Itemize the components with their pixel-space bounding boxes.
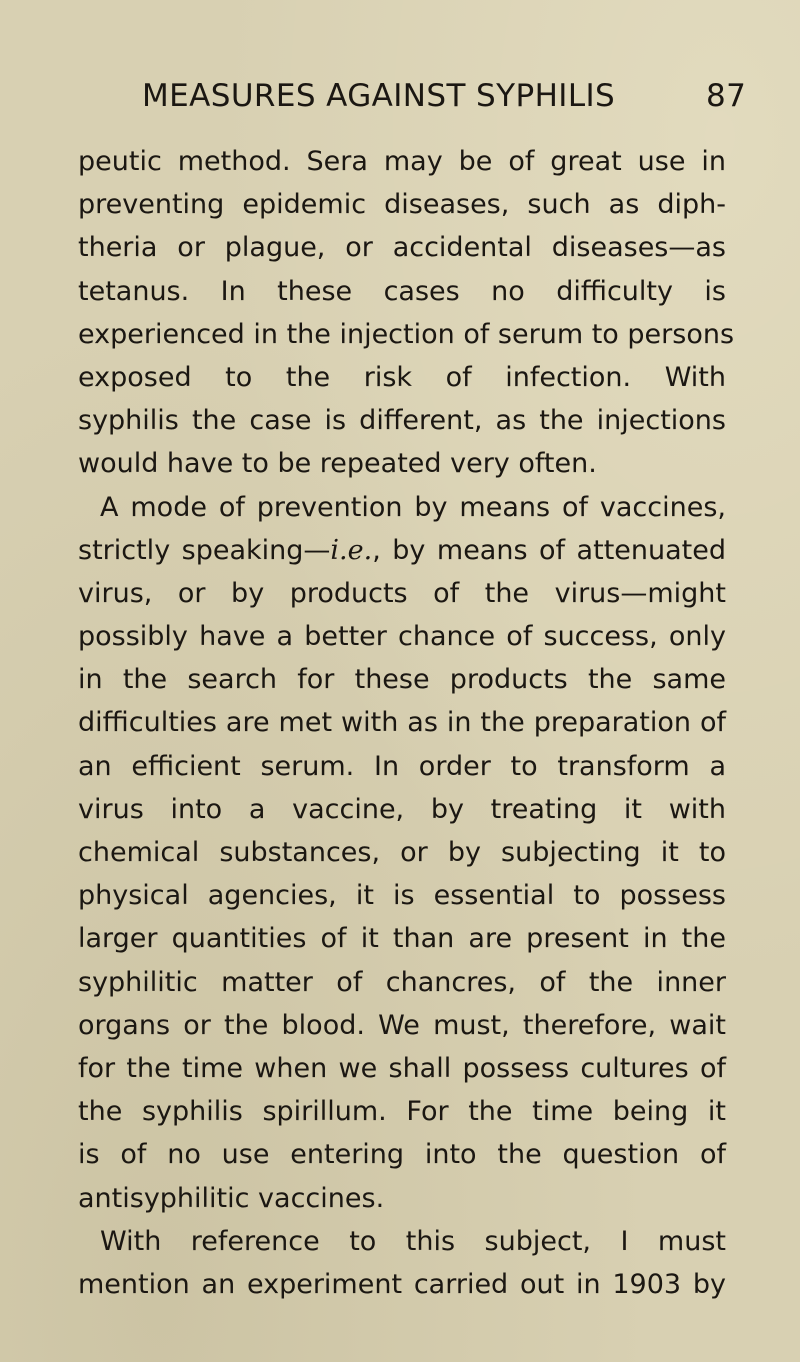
- text-line: physical agencies, it is essential to possess: [78, 880, 726, 912]
- text-line: chemical substances, or by subjecting it to: [78, 837, 726, 868]
- text-segment: , by means of attenuated: [372, 534, 726, 566]
- page-number: 87: [706, 78, 747, 114]
- text-line: preventing epidemic diseases, such as diph-: [78, 189, 726, 221]
- text-line: virus into a vaccine, by treating it with: [78, 793, 726, 825]
- text-line: syphilitic matter of chancres, of the inner: [78, 966, 726, 998]
- paragraph-start-line: With reference to this subject, I must: [100, 1225, 726, 1257]
- paragraph-start-line: A mode of prevention by means of vaccines,: [100, 491, 726, 523]
- body-text: [78, 140, 735, 1306]
- text-line: would have to be repeated very often.: [78, 448, 597, 480]
- text-line: in the search for these products the same: [78, 664, 726, 696]
- text-line: mention an experiment carried out in 1903 by: [78, 1268, 726, 1300]
- text-line: virus, or by products of the virus—might: [78, 577, 726, 609]
- text-line: antisyphilitic vaccines.: [78, 1182, 385, 1214]
- text-line: the syphilis spirillum. For the time being it: [78, 1096, 726, 1128]
- text-line: peutic method. Sera may be of great use in: [78, 146, 726, 177]
- text-line: exposed to the risk of infection. With: [78, 361, 726, 393]
- text-line: theria or plague, or accidental diseases—as: [78, 232, 726, 264]
- text-line: tetanus. In these cases no difficulty is: [78, 275, 726, 307]
- text-line: is of no use entering into the question of: [78, 1139, 726, 1171]
- text-line: possibly have a better chance of success, only: [78, 621, 726, 653]
- running-title: MEASURES AGAINST SYPHILIS: [142, 78, 616, 114]
- text-segment: strictly speaking—: [78, 534, 331, 566]
- running-head: [142, 78, 747, 122]
- text-line: larger quantities of it than are present in the: [78, 923, 726, 955]
- text-line: syphilis the case is different, as the injections: [78, 405, 726, 437]
- text-line: an efficient serum. In order to transform a: [78, 750, 726, 782]
- text-line: for the time when we shall possess cultures of: [78, 1052, 726, 1084]
- text-line: [78, 529, 726, 572]
- text-line: organs or the blood. We must, therefore, wait: [78, 1009, 726, 1041]
- text-line: difficulties are met with as in the preparation of: [78, 707, 726, 739]
- text-line: experienced in the injection of serum to persons: [78, 318, 735, 350]
- italic-abbreviation: i.e.: [330, 534, 373, 566]
